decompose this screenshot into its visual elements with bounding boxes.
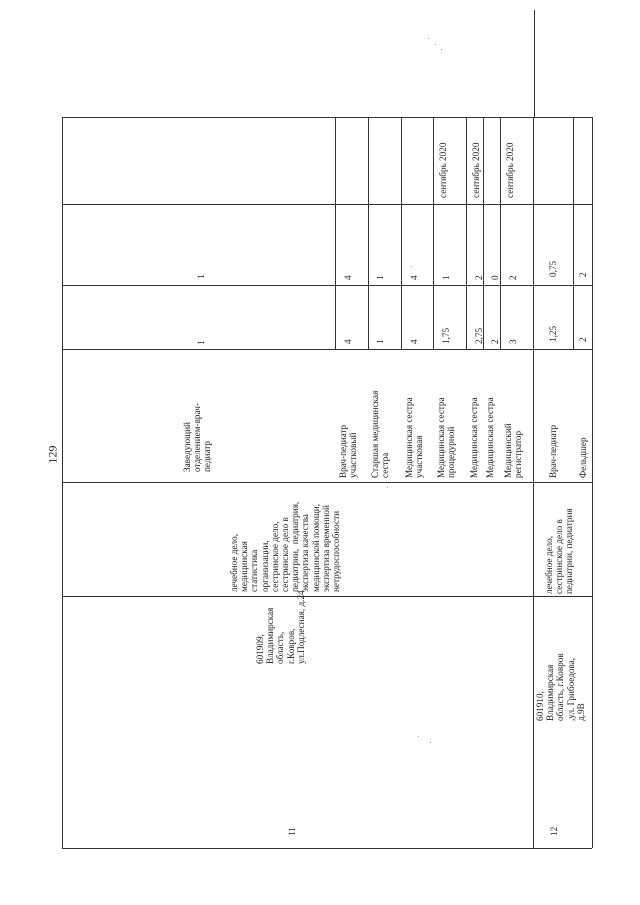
norm-cell: 1 [196, 340, 206, 345]
actual-cell: 1 [375, 275, 385, 280]
scan-speck [418, 736, 419, 737]
column-border [62, 482, 592, 483]
norm-cell: 3 [508, 339, 518, 344]
date-cell: сентябрь 2020 [438, 142, 448, 198]
scan-speck [441, 49, 442, 50]
row-border [433, 117, 434, 349]
norm-cell: 1,25 [548, 325, 558, 342]
column-border [62, 285, 592, 286]
scan-speck [428, 38, 429, 39]
position-cell: Медицинский регистратор [503, 423, 524, 478]
scan-speck [435, 44, 436, 45]
actual-cell: 2 [474, 275, 484, 280]
actual-cell: 4 [409, 275, 419, 280]
row-border [466, 117, 467, 349]
table-border [62, 848, 592, 849]
row-border [483, 117, 484, 349]
table-border [592, 117, 593, 848]
address-cell: 601910, Владимирская область, г.Ковров ,ул. Грибоедова, д.9В [535, 653, 586, 721]
table-border [62, 117, 592, 118]
norm-cell: 1,75 [441, 327, 451, 344]
row-border [573, 117, 574, 349]
address-cell: 601909, Владимирская область, г.Ковров, ул.Подлесная, д.24 [255, 590, 306, 664]
row-border [368, 117, 369, 349]
norm-cell: 2,75 [474, 327, 484, 344]
row-border [500, 117, 501, 349]
activities-cell: лечебное дело, сестринское дело в педиатрии, педиатрия [544, 508, 575, 594]
activities-cell: лечебное дело, медицинская статистика организации, сестринское дело, сестринское дело в педиатрии, педиатрия, экспертиза качества медицинской помощи, экспертиза временной нетрудоспособности [229, 501, 342, 592]
date-cell: сентябрь 2020 [471, 142, 481, 198]
date-cell: сентябрь 2020 [505, 142, 515, 198]
actual-cell: 4 [343, 275, 353, 280]
position-cell: Фельдшер [578, 437, 588, 478]
row-number: 11 [287, 827, 297, 836]
norm-cell: 2 [578, 337, 588, 342]
position-cell: Врач-педиатр [548, 424, 558, 478]
column-border [62, 596, 592, 597]
row-border [533, 117, 534, 848]
position-cell: Медицинская сестра участковая [404, 397, 425, 478]
scan-speck [411, 266, 412, 267]
page-edge-line [534, 10, 535, 117]
column-border [62, 204, 592, 205]
norm-cell: 4 [409, 339, 419, 344]
position-cell: Медицинская сестра [485, 397, 495, 478]
column-border [62, 349, 592, 350]
position-cell: Медицинская сестра [469, 397, 479, 478]
position-cell: Медицинская сестра процедурной [436, 397, 457, 478]
position-cell: Врач-педиатр участковый [338, 424, 359, 478]
actual-cell: 2 [578, 272, 588, 277]
actual-cell: 2 [508, 275, 518, 280]
norm-cell: 4 [343, 339, 353, 344]
actual-cell: 0 [490, 275, 500, 280]
actual-cell: 1 [441, 275, 451, 280]
actual-cell: 0,75 [548, 260, 558, 277]
scan-speck [430, 742, 431, 743]
row-border [401, 117, 402, 349]
actual-cell: 1 [196, 274, 206, 279]
norm-cell: 2 [490, 339, 500, 344]
row-border [335, 117, 336, 349]
norm-cell: 1 [375, 339, 385, 344]
position-cell: Старшая медицинская сестра [370, 390, 391, 478]
position-cell: Заведующий отделением-врач- педиатр [182, 403, 213, 472]
row-number: 12 [549, 826, 559, 836]
page-number: 129 [45, 445, 60, 464]
scan-speck [387, 487, 388, 488]
